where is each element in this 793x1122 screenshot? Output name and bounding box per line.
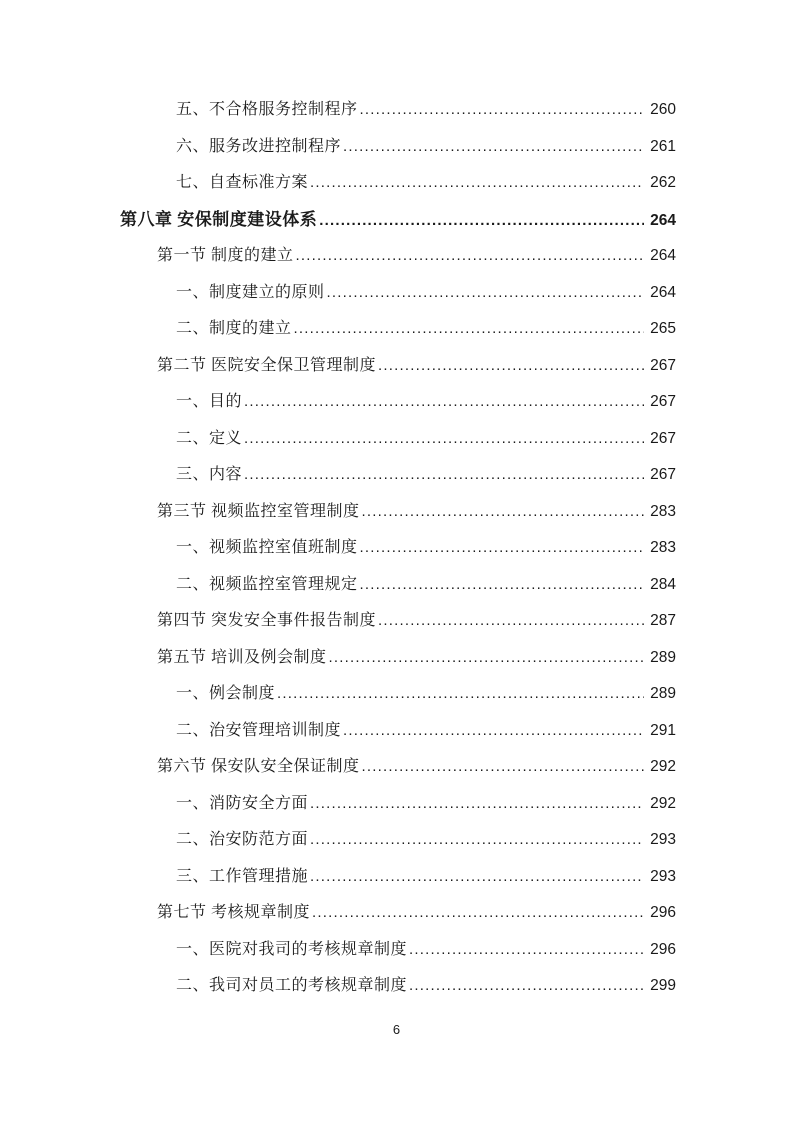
toc-dot-leader (343, 129, 644, 166)
toc-entry-title: 三、内容 (176, 466, 243, 483)
toc-entry-item[interactable] (120, 421, 676, 458)
toc-entry-item[interactable] (120, 457, 676, 494)
toc-dot-leader (409, 932, 644, 969)
toc-entry-title: 六、服务改进控制程序 (176, 137, 342, 155)
toc-entry-page: 289 (650, 648, 676, 666)
toc-entry-section[interactable] (120, 640, 676, 677)
footer-page-number: 6 (392, 1022, 401, 1037)
toc-entry-page: 287 (650, 612, 676, 629)
toc-dot-leader (329, 640, 644, 677)
toc-dot-leader (310, 786, 644, 823)
toc-entry-page: 284 (650, 575, 676, 593)
toc-entry-page: 267 (650, 429, 676, 447)
toc-entry-item[interactable] (120, 92, 676, 129)
toc-entry-item[interactable] (120, 311, 676, 348)
toc-entry-title: 第三节 视频监控室管理制度 (157, 502, 360, 520)
toc-entry-item[interactable] (120, 859, 676, 896)
toc-entry-section[interactable] (120, 603, 676, 640)
toc-entry-item[interactable] (120, 129, 676, 166)
page-footer (0, 1020, 793, 1040)
toc-entry-item[interactable] (120, 567, 676, 604)
toc-entry-section[interactable] (120, 238, 676, 275)
toc-entry-page: 296 (650, 940, 676, 958)
toc-dot-leader (310, 859, 644, 896)
table-of-contents (120, 92, 676, 1005)
toc-entry-page: 299 (650, 977, 676, 994)
toc-entry-page: 265 (650, 320, 676, 337)
toc-entry-section[interactable] (120, 348, 676, 385)
toc-entry-page: 296 (650, 904, 676, 921)
toc-entry-title: 一、视频监控室值班制度 (176, 539, 358, 556)
toc-entry-title: 第五节 培训及例会制度 (157, 648, 327, 666)
toc-entry-page: 291 (650, 721, 676, 739)
toc-entry-title: 一、医院对我司的考核规章制度 (176, 940, 408, 958)
toc-entry-item[interactable] (120, 822, 676, 859)
toc-dot-leader (362, 749, 644, 786)
toc-entry-item[interactable] (120, 932, 676, 969)
toc-entry-item[interactable] (120, 676, 676, 713)
toc-dot-leader (277, 676, 644, 713)
toc-entry-title: 七、自查标准方案 (176, 174, 309, 191)
toc-dot-leader (296, 238, 644, 275)
toc-dot-leader (294, 311, 644, 348)
toc-entry-page: 293 (650, 867, 676, 885)
toc-dot-leader (244, 384, 644, 421)
toc-entry-item[interactable] (120, 384, 676, 421)
toc-entry-title: 第七节 考核规章制度 (157, 904, 311, 921)
toc-entry-title: 三、工作管理措施 (176, 867, 309, 885)
toc-entry-title: 一、消防安全方面 (176, 794, 309, 812)
toc-entry-page: 293 (650, 831, 676, 848)
toc-entry-title: 第四节 突发安全事件报告制度 (157, 612, 377, 629)
toc-dot-leader (360, 530, 644, 567)
toc-dot-leader (360, 567, 644, 604)
toc-entry-page: 292 (650, 758, 676, 775)
toc-entry-page: 264 (650, 247, 676, 264)
toc-entry-title: 二、定义 (176, 429, 243, 447)
toc-entry-item[interactable] (120, 165, 676, 202)
toc-entry-page: 267 (650, 466, 676, 483)
toc-dot-leader (362, 494, 644, 531)
toc-entry-section[interactable] (120, 494, 676, 531)
toc-dot-leader (312, 895, 644, 932)
toc-entry-page: 264 (650, 283, 676, 301)
toc-entry-page: 264 (650, 211, 676, 229)
toc-entry-section[interactable] (120, 895, 676, 932)
toc-dot-leader (409, 968, 644, 1005)
toc-entry-title: 二、制度的建立 (176, 320, 292, 337)
toc-entry-title: 二、治安管理培训制度 (176, 721, 342, 739)
toc-entry-page: 261 (650, 137, 676, 155)
toc-entry-chapter[interactable] (120, 202, 676, 239)
toc-entry-title: 二、视频监控室管理规定 (176, 575, 358, 593)
toc-entry-title: 一、目的 (176, 393, 243, 410)
toc-entry-page: 289 (650, 685, 676, 702)
toc-entry-title: 二、我司对员工的考核规章制度 (176, 977, 408, 994)
toc-entry-page: 283 (650, 502, 676, 520)
toc-entry-title: 第一节 制度的建立 (157, 247, 294, 264)
toc-entry-title: 第二节 医院安全保卫管理制度 (157, 356, 377, 374)
toc-dot-leader (319, 202, 644, 240)
toc-entry-title: 二、治安防范方面 (176, 831, 309, 848)
toc-dot-leader (378, 603, 644, 640)
toc-dot-leader (244, 421, 644, 458)
toc-entry-page: 283 (650, 539, 676, 556)
toc-entry-title: 一、例会制度 (176, 685, 276, 702)
toc-entry-page: 292 (650, 794, 676, 812)
toc-entry-page: 260 (650, 101, 676, 118)
toc-dot-leader (244, 457, 644, 494)
toc-entry-item[interactable] (120, 786, 676, 823)
toc-dot-leader (310, 165, 644, 202)
toc-entry-title: 五、不合格服务控制程序 (176, 101, 358, 118)
toc-dot-leader (343, 713, 644, 750)
toc-entry-item[interactable] (120, 968, 676, 1005)
toc-entry-item[interactable] (120, 713, 676, 750)
toc-dot-leader (360, 92, 644, 129)
toc-entry-page: 262 (650, 174, 676, 191)
toc-entry-title: 第六节 保安队安全保证制度 (157, 758, 360, 775)
toc-dot-leader (378, 348, 644, 385)
toc-entry-item[interactable] (120, 275, 676, 312)
toc-entry-title: 一、制度建立的原则 (176, 283, 325, 301)
toc-dot-leader (327, 275, 644, 312)
toc-entry-title: 第八章 安保制度建设体系 (120, 209, 318, 229)
toc-entry-page: 267 (650, 393, 676, 410)
toc-entry-item[interactable] (120, 530, 676, 567)
toc-entry-page: 267 (650, 356, 676, 374)
toc-dot-leader (310, 822, 644, 859)
toc-entry-section[interactable] (120, 749, 676, 786)
